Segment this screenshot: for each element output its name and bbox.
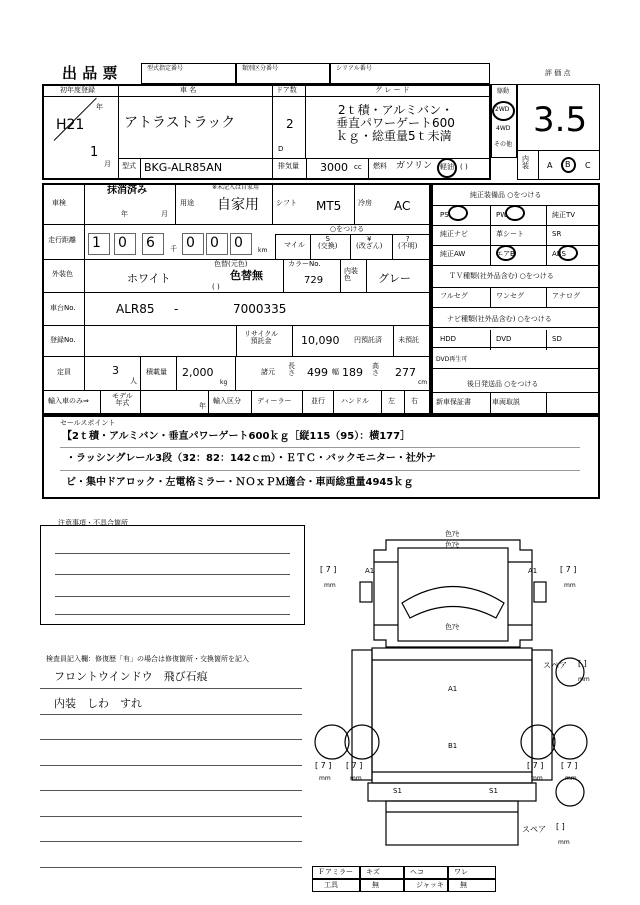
length-value: 499 bbox=[307, 366, 328, 379]
equip-divider bbox=[546, 245, 547, 265]
note-rule bbox=[40, 765, 302, 766]
label-fuel: 燃料 bbox=[373, 162, 387, 170]
mark-top-1: 色ｱｾ bbox=[445, 530, 459, 538]
note-line1: フロントウインドウ 飛び石痕 bbox=[54, 670, 208, 683]
fuel-value: ガソリン bbox=[396, 161, 433, 171]
naiso-b: B bbox=[565, 160, 571, 169]
label-hyoka: 評 価 点 bbox=[545, 69, 571, 77]
label-car-name: 車 名 bbox=[180, 86, 197, 94]
spare-bracket-2: [ ] bbox=[556, 822, 565, 831]
equip-item: PS bbox=[440, 211, 449, 219]
note-rule bbox=[40, 867, 302, 868]
equip-rule bbox=[431, 265, 600, 266]
grade-line1: 2ｔ積・アルミバン・ bbox=[338, 103, 454, 117]
label-kokan: S (交換) bbox=[318, 235, 338, 250]
label-recycle: リサイクル 預託金 bbox=[244, 330, 279, 345]
fuel-paren: ( ) bbox=[460, 163, 468, 171]
equip-selected-circle bbox=[558, 245, 578, 261]
fuel-light: 軽油 bbox=[440, 163, 454, 171]
note-rule bbox=[40, 841, 302, 842]
first-reg-era: H21 bbox=[56, 117, 85, 133]
mark-a1-right: A1 bbox=[528, 567, 538, 575]
label-serial: シリアル番号 bbox=[336, 65, 372, 72]
legend-header: キズ bbox=[366, 868, 380, 876]
legend-value: 工具 bbox=[324, 881, 338, 889]
equip-item: 純正TV bbox=[552, 211, 576, 219]
equip-divider bbox=[546, 206, 547, 226]
drive-2wd: 2WD bbox=[495, 106, 510, 113]
sales-line3: ビ・集中ドアロック・左電格ミラー・ＮＯｘＰＭ適合・車両総重量4945ｋｇ bbox=[66, 477, 414, 488]
use-note: ※未記入は自家用 bbox=[212, 184, 260, 191]
dvd-label: DVD再生可 bbox=[436, 356, 468, 363]
legend-value-cell bbox=[448, 879, 496, 892]
model-value: BKG-ALR85AN bbox=[144, 161, 223, 174]
mark-a1-body: A1 bbox=[448, 685, 458, 693]
label-capacity: 定員 bbox=[57, 368, 71, 376]
handle-left: 左 bbox=[388, 397, 395, 405]
equip-divider bbox=[490, 225, 491, 245]
spare-mm-2: mm bbox=[558, 839, 570, 846]
import-dealer: ディーラー bbox=[257, 397, 292, 405]
mm-bracket-rl1: [ 7 ] bbox=[315, 761, 332, 770]
label-doors: ドア数 bbox=[276, 86, 297, 94]
equip-rule bbox=[431, 368, 600, 369]
mileage-digit: 0 bbox=[118, 235, 127, 251]
legend-value-cell bbox=[360, 879, 404, 892]
capacity-unit: 人 bbox=[130, 377, 137, 385]
drive-4wd: 4WD bbox=[496, 125, 511, 132]
label-mile: マイル bbox=[284, 241, 305, 249]
label-shift: シフト bbox=[276, 199, 297, 207]
equip-item: SD bbox=[552, 335, 562, 343]
sales-label: セールスポイント bbox=[60, 419, 116, 427]
inspector-label: 検査員記入欄：修復歴「有」の場合は修復箇所・交換箇所を記入 bbox=[46, 655, 249, 663]
navi-title: ナビ種類(社外品含む) ○をつける bbox=[447, 315, 552, 323]
color-no-value: 729 bbox=[304, 275, 324, 286]
label-reg-no: 登録No. bbox=[50, 336, 76, 344]
spare-mm-1: mm bbox=[578, 676, 590, 683]
equip-rule bbox=[431, 225, 600, 226]
mileage-digit: 0 bbox=[186, 235, 195, 251]
car-name: アトラストラック bbox=[124, 115, 236, 131]
equip-item: アナログ bbox=[552, 292, 580, 300]
shift-value: MT5 bbox=[316, 199, 342, 213]
equip-divider bbox=[490, 287, 491, 307]
load-value: 2,000 bbox=[182, 366, 214, 379]
label-kaizan: ¥ (改ざん) bbox=[356, 235, 383, 250]
mm-unit-rr2: mm bbox=[565, 775, 577, 782]
width-value: 189 bbox=[342, 366, 363, 379]
tv-title: ＴＶ種類(社外品含む) ○をつける bbox=[449, 272, 554, 280]
chassis-dash: - bbox=[174, 302, 179, 316]
note-rule bbox=[40, 688, 302, 689]
model-year-mark: 年 bbox=[199, 402, 206, 410]
equip-rule bbox=[431, 392, 600, 393]
label-katashiki: 型式指定番号 bbox=[147, 65, 184, 72]
label-ruibetsu: 類別区分番号 bbox=[242, 65, 279, 72]
legend-header: ヘコ bbox=[410, 868, 424, 876]
capacity-value: 3 bbox=[112, 364, 119, 377]
import-parallel: 並行 bbox=[311, 397, 325, 405]
mm-unit-fl: mm bbox=[324, 582, 336, 589]
grade-line2: 垂直パワーゲート600 bbox=[336, 116, 455, 130]
mm-bracket-fl: [ 7 ] bbox=[320, 565, 337, 574]
doors-value: 2 bbox=[286, 117, 294, 131]
label-first-reg: 初年度登録 bbox=[60, 86, 95, 94]
chassis-1: ALR85 bbox=[116, 302, 155, 316]
equip-rule bbox=[431, 347, 600, 348]
recycle-unpaid: 未預託 bbox=[398, 336, 419, 344]
drive-other: その他 bbox=[494, 141, 513, 148]
equip-item: PW bbox=[496, 211, 508, 219]
equip-item: 純正ナビ bbox=[440, 230, 468, 238]
doors-suffix: D bbox=[278, 145, 284, 153]
legend-value: ジャッキ bbox=[416, 881, 444, 889]
mileage-circle-note: ○をつける bbox=[330, 225, 365, 233]
spare-label-1: スペア bbox=[543, 661, 567, 670]
equip-item: フルセグ bbox=[440, 292, 468, 300]
handle-right: 右 bbox=[411, 397, 418, 405]
label-use: 用途 bbox=[180, 199, 194, 207]
label-shaken: 車検 bbox=[52, 199, 66, 207]
sales-line2: ・ラッシングレール3段（32：82：142ｃｍ）・ＥＴＣ・バックモニター・社外ナ bbox=[66, 453, 436, 464]
mileage-digit: 0 bbox=[234, 235, 243, 251]
label-iro-gen: 色替(元色) bbox=[214, 260, 248, 268]
dims-unit: cm bbox=[418, 379, 428, 386]
shaken-value: 抹消済み bbox=[107, 185, 147, 196]
after-item: 新車保証書 bbox=[436, 398, 471, 406]
after-divider bbox=[490, 392, 491, 415]
label-import: 輸入車のみ⇒ bbox=[48, 397, 89, 405]
mark-top-2: 色ｱｾ bbox=[445, 541, 459, 549]
equip-divider bbox=[490, 245, 491, 265]
mileage-sen: 千 bbox=[170, 245, 177, 253]
equip-rule bbox=[431, 327, 600, 328]
label-height: 高さ bbox=[372, 362, 379, 377]
note-line2: 内装 しわ すれ bbox=[54, 697, 142, 710]
naiso-a: A bbox=[547, 161, 553, 170]
score-value: 3.5 bbox=[533, 100, 588, 140]
mm-bracket-rr2: [ 7 ] bbox=[561, 761, 578, 770]
label-mileage: 走行距離 bbox=[48, 236, 76, 244]
shaken-month: 月 bbox=[161, 210, 168, 218]
equip-divider bbox=[546, 287, 547, 307]
equip-divider bbox=[546, 330, 547, 350]
equip-selected-circle bbox=[496, 245, 516, 261]
equip-rule bbox=[431, 287, 600, 288]
label-chassis: 車台No. bbox=[50, 304, 76, 312]
legend-value: 無 bbox=[460, 881, 467, 889]
first-reg-month-mark: 月 bbox=[104, 160, 111, 168]
spare-bracket-1: [ ] bbox=[578, 659, 587, 668]
label-grade: グ レ ー ド bbox=[375, 86, 410, 94]
equip-rule bbox=[431, 245, 600, 246]
equip-item: 純正AW bbox=[440, 250, 466, 258]
legend-header: ワレ bbox=[454, 868, 468, 876]
use-value: 自家用 bbox=[217, 197, 259, 213]
legend-header: Ｆアミラー bbox=[318, 868, 353, 876]
equip-selected-circle bbox=[505, 205, 525, 221]
mm-bracket-fr: [ 7 ] bbox=[560, 565, 577, 574]
mileage-unit: km bbox=[258, 247, 268, 254]
first-reg-month: 1 bbox=[90, 145, 99, 160]
mm-unit-rl1: mm bbox=[319, 775, 331, 782]
naiso-c: C bbox=[585, 161, 591, 170]
equip-item: ワンセグ bbox=[496, 292, 524, 300]
mm-unit-rl2: mm bbox=[350, 775, 362, 782]
note-rule bbox=[40, 714, 302, 715]
drive-label: 駆動 bbox=[497, 88, 510, 95]
recycle-unit: 円預託済 bbox=[354, 336, 382, 344]
mileage-digit: 0 bbox=[210, 235, 219, 251]
note-rule bbox=[40, 816, 302, 817]
mark-s1-left: S1 bbox=[393, 787, 402, 795]
mark-windshield: 色ｱｾ bbox=[445, 623, 459, 631]
iro-gen-value: 色替無 bbox=[230, 269, 263, 282]
first-reg-year-mark: 年 bbox=[96, 103, 103, 111]
note-rule bbox=[40, 739, 302, 740]
cooler-value: AC bbox=[394, 199, 411, 213]
label-naiso: 内装 bbox=[522, 155, 529, 170]
label-exterior: 外装色 bbox=[52, 270, 73, 278]
label-cooler: 冷房 bbox=[358, 199, 372, 207]
equip-rule bbox=[431, 307, 600, 308]
label-displacement: 排気量 bbox=[278, 162, 299, 170]
iro-paren: ( ) bbox=[212, 283, 220, 291]
equip-divider bbox=[490, 206, 491, 226]
shaken-year: 年 bbox=[121, 210, 128, 218]
equip-item: DVD bbox=[496, 335, 512, 343]
chassis-2: 7000335 bbox=[233, 302, 287, 316]
caution-label: 注意事項・不具合箇所 bbox=[58, 519, 128, 527]
mark-b1-body: B1 bbox=[448, 742, 458, 750]
equip-selected-circle bbox=[448, 205, 468, 221]
label-width: 幅 bbox=[332, 368, 339, 376]
label-interior-color: 内装色 bbox=[344, 267, 358, 282]
color-value: ホワイト bbox=[127, 272, 171, 285]
legend-value: 無 bbox=[372, 881, 379, 889]
sales-line1: 【2ｔ積・アルミバン・垂直パワーゲート600ｋｇ［縦115（95）：横177］ bbox=[62, 431, 411, 442]
equip-item: ABS bbox=[552, 250, 566, 258]
equip-item: エアB bbox=[496, 250, 515, 258]
mm-bracket-rr1: [ 7 ] bbox=[527, 761, 544, 770]
mileage-digit: 1 bbox=[92, 235, 101, 251]
mileage-digit: 6 bbox=[146, 235, 155, 251]
label-fumei: ? (不明) bbox=[398, 235, 418, 250]
mark-a1-left: A1 bbox=[365, 567, 375, 575]
mm-unit-rr1: mm bbox=[531, 775, 543, 782]
label-model-year: モデル 年式 bbox=[112, 392, 133, 407]
load-unit: kg bbox=[220, 379, 228, 386]
mm-bracket-rl2: [ 7 ] bbox=[346, 761, 363, 770]
after-divider bbox=[546, 392, 547, 415]
label-len: 長さ bbox=[288, 362, 295, 377]
height-value: 277 bbox=[395, 366, 416, 379]
interior-color-value: グレー bbox=[378, 272, 411, 285]
after-item: 車両取説 bbox=[492, 398, 520, 406]
sheet-title: 出 品 票 bbox=[62, 64, 118, 82]
equipment-title: 純正装備品 ○をつける bbox=[470, 191, 542, 199]
equip-item: SR bbox=[552, 230, 562, 238]
equip-item: 革シート bbox=[496, 230, 524, 238]
grade-line3: ｋｇ・総重量5ｔ未満 bbox=[336, 129, 452, 143]
label-import-class: 輸入区分 bbox=[213, 397, 241, 405]
after-title: 後日発送品 ○をつける bbox=[467, 380, 539, 388]
label-handle: ハンドル bbox=[341, 397, 369, 405]
displacement-value: 3000 bbox=[320, 161, 348, 174]
equip-item: HDD bbox=[440, 335, 457, 343]
label-color-no: カラーNo. bbox=[288, 260, 321, 268]
recycle-value: 10,090 bbox=[301, 334, 340, 347]
note-rule bbox=[40, 790, 302, 791]
mark-s1-right: S1 bbox=[489, 787, 498, 795]
equip-divider bbox=[546, 225, 547, 245]
label-model: 型式 bbox=[122, 162, 136, 170]
displacement-unit: cc bbox=[354, 163, 362, 171]
spare-label-2: スペア bbox=[522, 825, 546, 834]
label-dims: 諸元 bbox=[261, 368, 275, 376]
mm-unit-fr: mm bbox=[564, 582, 576, 589]
equip-divider bbox=[490, 330, 491, 350]
label-load: 積載量 bbox=[146, 368, 167, 376]
